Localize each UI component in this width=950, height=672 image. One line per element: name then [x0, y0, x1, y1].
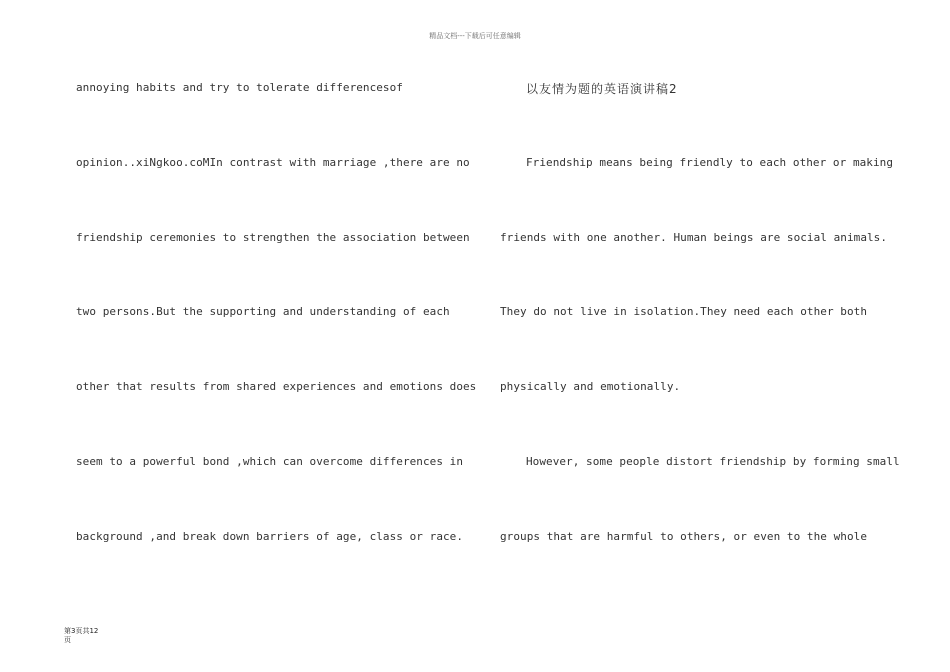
section-heading: 以友情为题的英语演讲稿2 — [526, 82, 678, 96]
text-line: However, some people distort friendship by forming small — [526, 455, 900, 468]
page-number-line: 第3页共12 — [64, 627, 99, 635]
text-line: other that results from shared experiences and emotions does — [76, 380, 477, 393]
text-line: seem to a powerful bond ,which can overcome differences in — [76, 455, 464, 468]
text-line: opinion..xiNgkoo.coMIn contrast with marriage ,there are no — [76, 156, 470, 169]
text-line: friendship ceremonies to strengthen the association between — [76, 231, 470, 244]
text-line: friends with one another. Human beings are social animals. — [500, 231, 888, 244]
text-line: They do not live in isolation.They need each other both — [500, 305, 867, 318]
text-line: annoying habits and try to tolerate differencesof — [76, 81, 403, 94]
page-watermark: 精品文档---下载后可任意编辑 — [429, 32, 521, 40]
text-line: Friendship means being friendly to each other or making — [526, 156, 893, 169]
text-line: groups that are harmful to others, or even to the whole — [500, 530, 867, 543]
page-number — [64, 627, 114, 645]
text-line: physically and emotionally. — [500, 380, 681, 393]
page-number-line: 页 — [64, 636, 71, 644]
text-line: two persons.But the supporting and understanding of each — [76, 305, 450, 318]
text-line: background ,and break down barriers of age, class or race. — [76, 530, 464, 543]
